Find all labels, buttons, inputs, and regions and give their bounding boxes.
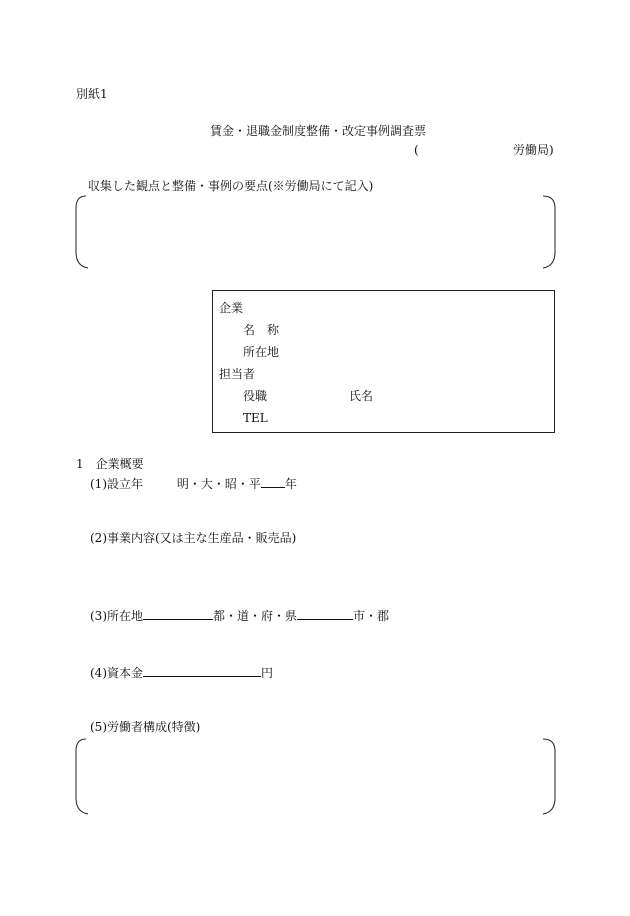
person-name-label: 氏名 bbox=[349, 389, 374, 403]
attachment-label: 別紙1 bbox=[76, 87, 108, 101]
bureau-label: 労働局) bbox=[513, 143, 554, 157]
city-options: 市・郡 bbox=[353, 609, 390, 623]
founded-year-field[interactable] bbox=[261, 475, 285, 488]
location-row bbox=[90, 607, 389, 623]
position-label: 役職 bbox=[243, 389, 268, 403]
company-info-box bbox=[212, 290, 555, 433]
capital-field[interactable] bbox=[143, 664, 261, 677]
overview-heading: 1 企業概要 bbox=[76, 457, 144, 471]
founded-row bbox=[90, 475, 297, 491]
tel-label: TEL bbox=[243, 411, 268, 425]
person-in-charge-label: 担当者 bbox=[219, 367, 256, 381]
capital-row bbox=[90, 664, 273, 680]
location-label: (3)所在地 bbox=[90, 609, 143, 623]
capital-label: (4)資本金 bbox=[90, 666, 143, 680]
workforce-entry-area[interactable] bbox=[90, 740, 540, 814]
city-field[interactable] bbox=[297, 607, 353, 620]
workforce-label: (5)労働者構成(特徴) bbox=[90, 720, 201, 734]
form-title: 賃金・退職金制度整備・改定事例調査票 bbox=[210, 124, 427, 138]
business-label: (2)事業内容(又は主な生産品・販売品) bbox=[90, 531, 297, 545]
viewpoint-entry-area[interactable] bbox=[90, 196, 540, 270]
company-label: 企業 bbox=[219, 301, 244, 315]
company-location-label: 所在地 bbox=[243, 345, 280, 359]
year-suffix: 年 bbox=[284, 477, 297, 491]
prefecture-field[interactable] bbox=[143, 607, 213, 620]
bureau-open-paren: ( bbox=[414, 143, 419, 157]
viewpoint-label: 収集した観点と整備・事例の要点(※労働局にて記入) bbox=[88, 179, 374, 193]
capital-suffix: 円 bbox=[261, 666, 274, 680]
founded-label: (1)設立年 bbox=[90, 477, 143, 491]
company-name-label: 名 称 bbox=[243, 323, 280, 337]
prefecture-options: 都・道・府・県 bbox=[213, 609, 298, 623]
era-options: 明・大・昭・平 bbox=[176, 477, 261, 491]
